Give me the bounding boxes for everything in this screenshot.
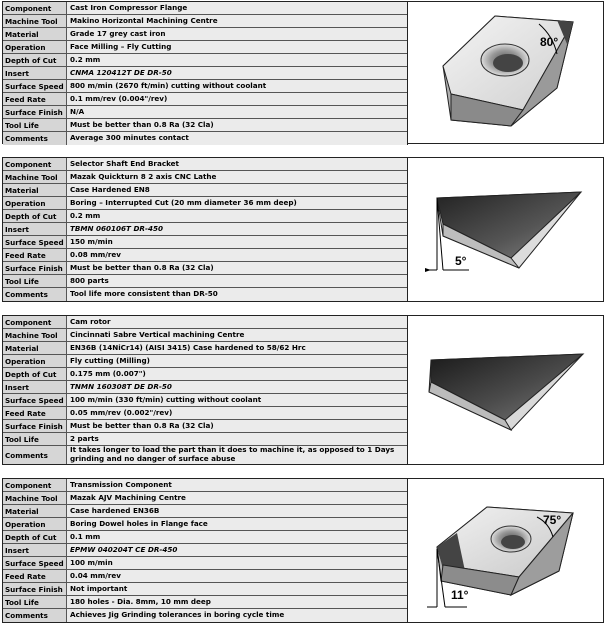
table-row: [3, 197, 407, 210]
row-value: Grade 17 grey cast iron: [67, 28, 407, 40]
table-row: [3, 2, 407, 15]
row-value: Boring – Interrupted Cut (20 mm diameter 36 mm deep): [67, 197, 407, 209]
row-value: 150 m/min: [67, 236, 407, 248]
table-row: [3, 583, 407, 596]
table-row: [3, 80, 407, 93]
row-value: Mazak Quickturn 8 2 axis CNC Lathe: [67, 171, 407, 183]
row-label: Feed Rate: [3, 407, 67, 419]
table-row: [3, 15, 407, 28]
row-value: Tool life more consistent than DR-50: [67, 288, 407, 301]
table-row: [3, 236, 407, 249]
row-value: Makino Horizontal Machining Centre: [67, 15, 407, 27]
row-value: Cast Iron Compressor Flange: [67, 2, 407, 14]
row-value: Case hardened EN36B: [67, 505, 407, 517]
table-row: [3, 420, 407, 433]
table-row: [3, 210, 407, 223]
row-label: Operation: [3, 41, 67, 53]
table-row: [3, 544, 407, 557]
row-label: Machine Tool: [3, 329, 67, 341]
row-value: 100 m/min (330 ft/min) cutting without coolant: [67, 394, 407, 406]
tbmn-triangular-insert-icon: [407, 158, 603, 301]
spec-table: [3, 158, 408, 301]
case-study-card-4: [2, 478, 604, 623]
table-row: [3, 288, 407, 301]
row-label: Component: [3, 2, 67, 14]
row-label: Component: [3, 479, 67, 491]
row-label: Surface Finish: [3, 262, 67, 274]
row-label: Comments: [3, 132, 67, 145]
table-row: [3, 479, 407, 492]
row-value: TNMN 160308T DE DR-50: [67, 381, 407, 393]
row-label: Insert: [3, 223, 67, 235]
table-row: [3, 54, 407, 67]
row-value: 0.2 mm: [67, 54, 407, 66]
table-row: [3, 329, 407, 342]
row-label: Depth of Cut: [3, 54, 67, 66]
row-label: Surface Finish: [3, 583, 67, 595]
case-study-card-3: [2, 315, 604, 465]
case-study-card-1: [2, 1, 604, 144]
row-value: 0.2 mm: [67, 210, 407, 222]
table-row: [3, 249, 407, 262]
row-value: Average 300 minutes contact: [67, 132, 407, 145]
row-value: Face Milling – Fly Cutting: [67, 41, 407, 53]
table-row: [3, 407, 407, 420]
row-value: 2 parts: [67, 433, 407, 445]
row-value: Boring Dowel holes in Flange face: [67, 518, 407, 530]
row-label: Tool Life: [3, 596, 67, 608]
table-row: [3, 132, 407, 145]
row-value: Must be better than 0.8 Ra (32 Cla): [67, 119, 407, 131]
spec-table: [3, 2, 408, 145]
row-label: Material: [3, 505, 67, 517]
row-label: Depth of Cut: [3, 531, 67, 543]
table-row: [3, 106, 407, 119]
row-value: Not important: [67, 583, 407, 595]
row-label: Operation: [3, 197, 67, 209]
table-row: [3, 368, 407, 381]
row-value: Mazak AJV Machining Centre: [67, 492, 407, 504]
row-label: Comments: [3, 609, 67, 622]
row-value: N/A: [67, 106, 407, 118]
angle-label-secondary: 11°: [451, 588, 469, 602]
row-label: Surface Speed: [3, 236, 67, 248]
row-label: Tool Life: [3, 119, 67, 131]
row-label: Depth of Cut: [3, 368, 67, 380]
row-label: Comments: [3, 446, 67, 464]
table-row: [3, 93, 407, 106]
table-row: [3, 518, 407, 531]
table-row: [3, 275, 407, 288]
row-value: 0.08 mm/rev: [67, 249, 407, 261]
row-label: Depth of Cut: [3, 210, 67, 222]
row-value: Achieves Jig Grinding tolerances in boring cycle time: [67, 609, 407, 622]
row-label: Insert: [3, 381, 67, 393]
row-label: Surface Finish: [3, 106, 67, 118]
row-label: Insert: [3, 544, 67, 556]
row-value: 0.04 mm/rev: [67, 570, 407, 582]
row-value: It takes longer to load the part than it does to machine it, as opposed to 1 Days grinding and no danger of surface abuse: [67, 446, 407, 464]
row-label: Component: [3, 158, 67, 170]
row-value: EPMW 040204T CE DR-450: [67, 544, 407, 556]
table-row: [3, 184, 407, 197]
table-row: [3, 381, 407, 394]
row-value: CNMA 120412T DE DR-50: [67, 67, 407, 79]
row-value: 800 m/min (2670 ft/min) cutting without coolant: [67, 80, 407, 92]
row-label: Tool Life: [3, 275, 67, 287]
table-row: [3, 446, 407, 464]
table-row: [3, 557, 407, 570]
row-value: Selector Shaft End Bracket: [67, 158, 407, 170]
row-value: 0.175 mm (0.007"): [67, 368, 407, 380]
row-value: Cincinnati Sabre Vertical machining Centre: [67, 329, 407, 341]
table-row: [3, 28, 407, 41]
row-label: Surface Speed: [3, 394, 67, 406]
row-label: Surface Speed: [3, 557, 67, 569]
spec-table: [3, 479, 408, 622]
row-value: Must be better than 0.8 Ra (32 Cla): [67, 420, 407, 432]
row-value: TBMN 060106T DR-450: [67, 223, 407, 235]
table-row: [3, 262, 407, 275]
table-row: [3, 609, 407, 622]
row-label: Operation: [3, 355, 67, 367]
row-value: Cam rotor: [67, 316, 407, 328]
row-value: 0.1 mm/rev (0.004"/rev): [67, 93, 407, 105]
table-row: [3, 505, 407, 518]
row-label: Material: [3, 28, 67, 40]
table-row: [3, 316, 407, 329]
cnma-rhombic-insert-icon: [407, 2, 603, 143]
row-label: Component: [3, 316, 67, 328]
row-value: Fly cutting (Milling): [67, 355, 407, 367]
spec-table: [3, 316, 408, 464]
row-label: Machine Tool: [3, 492, 67, 504]
row-value: Transmission Component: [67, 479, 407, 491]
table-row: [3, 158, 407, 171]
row-label: Machine Tool: [3, 171, 67, 183]
row-label: Feed Rate: [3, 93, 67, 105]
table-row: [3, 596, 407, 609]
row-value: Must be better than 0.8 Ra (32 Cla): [67, 262, 407, 274]
angle-label: 5°: [455, 254, 467, 268]
table-row: [3, 342, 407, 355]
row-label: Feed Rate: [3, 249, 67, 261]
angle-label: 75°: [543, 513, 562, 527]
table-row: [3, 41, 407, 54]
angle-label: 80°: [540, 35, 559, 49]
table-row: [3, 67, 407, 80]
row-label: Insert: [3, 67, 67, 79]
row-label: Surface Finish: [3, 420, 67, 432]
table-row: [3, 394, 407, 407]
case-study-card-2: [2, 157, 604, 302]
row-label: Comments: [3, 288, 67, 301]
row-value: Case Hardened EN8: [67, 184, 407, 196]
row-label: Machine Tool: [3, 15, 67, 27]
table-row: [3, 433, 407, 446]
table-row: [3, 119, 407, 132]
tnmn-triangular-insert-icon: [407, 316, 603, 464]
row-value: 800 parts: [67, 275, 407, 287]
row-label: Feed Rate: [3, 570, 67, 582]
row-value: 0.1 mm: [67, 531, 407, 543]
row-label: Material: [3, 184, 67, 196]
table-row: [3, 531, 407, 544]
table-row: [3, 171, 407, 184]
row-label: Material: [3, 342, 67, 354]
epmw-rhombic-insert-icon: [407, 479, 603, 622]
table-row: [3, 223, 407, 236]
row-value: 180 holes - Dia. 8mm, 10 mm deep: [67, 596, 407, 608]
table-row: [3, 492, 407, 505]
row-value: EN36B (14NiCr14) (AISI 3415) Case hardened to 58/62 Hrc: [67, 342, 407, 354]
row-label: Operation: [3, 518, 67, 530]
row-label: Surface Speed: [3, 80, 67, 92]
row-label: Tool Life: [3, 433, 67, 445]
table-row: [3, 570, 407, 583]
row-value: 0.05 mm/rev (0.002"/rev): [67, 407, 407, 419]
table-row: [3, 355, 407, 368]
row-value: 100 m/min: [67, 557, 407, 569]
